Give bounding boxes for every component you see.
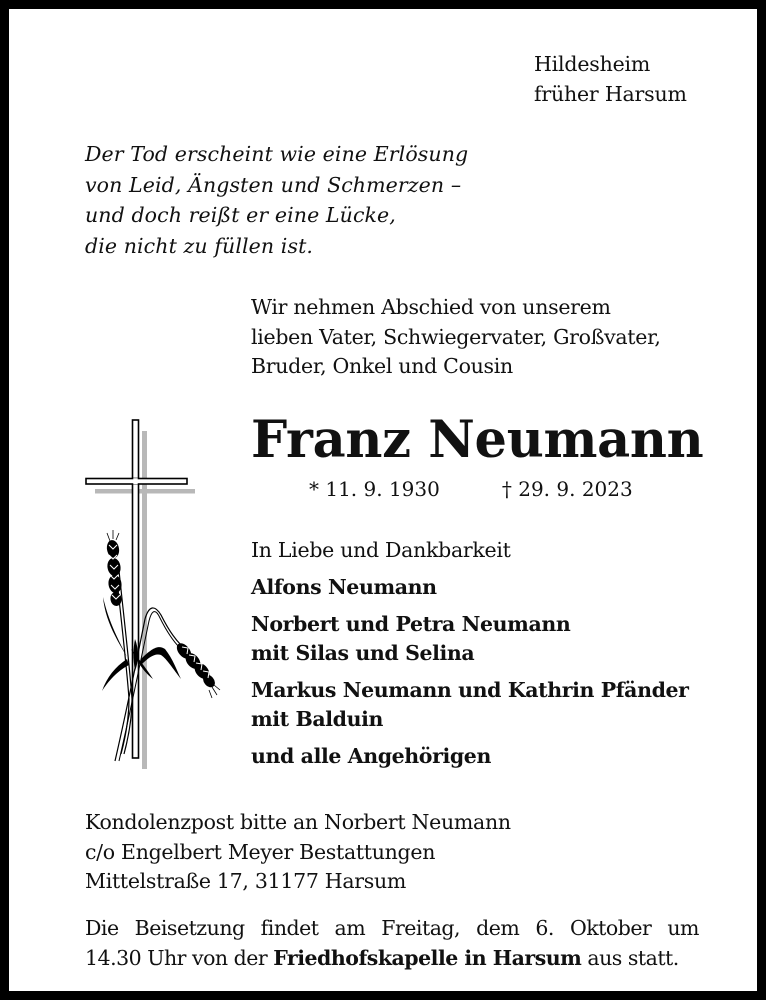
- mourner-name: Markus Neumann und Kathrin Pfänder: [251, 678, 689, 702]
- address-line: c/o Engelbert Meyer Bestattungen: [85, 839, 436, 864]
- death-date: † 29. 9. 2023: [501, 477, 633, 501]
- motto-quote: [85, 139, 468, 261]
- mourners-intro: In Liebe und Dankbarkeit: [251, 538, 511, 562]
- mourners-block: [251, 536, 689, 771]
- address-line: Mittelstraße 17, 31177 Harsum: [85, 869, 407, 893]
- funeral-line: Die Beisetzung findet am Freitag, dem 6. Oktober um: [85, 916, 699, 940]
- motto-line: von Leid, Ängsten und Schmerzen –: [85, 172, 462, 197]
- funeral-time: 14.30 Uhr von der: [85, 946, 274, 970]
- location-block: [534, 49, 687, 109]
- intro-line: Bruder, Onkel und Cousin: [251, 354, 513, 378]
- mourner-group: [251, 742, 689, 771]
- intro-line: lieben Vater, Schwiegervater, Großvater,: [251, 324, 661, 349]
- funeral-location: Friedhofskapelle in Harsum: [273, 946, 582, 970]
- mourner-name: und alle Angehörigen: [251, 744, 491, 768]
- mourner-name: mit Silas und Selina: [251, 641, 475, 665]
- mourner-name: Alfons Neumann: [251, 575, 437, 599]
- cross-with-wheat-icon: [69, 409, 229, 779]
- condolence-address: [85, 808, 511, 897]
- motto-line: und doch reißt er eine Lücke,: [85, 203, 396, 227]
- mourner-name: mit Balduin: [251, 707, 384, 731]
- mourner-group: [251, 610, 689, 668]
- funeral-line: [85, 943, 699, 973]
- birth-date: * 11. 9. 1930: [309, 477, 440, 501]
- funeral-suffix: aus statt.: [581, 946, 679, 970]
- funeral-info: [85, 913, 699, 973]
- mourner-group: [251, 676, 689, 734]
- mourner-name: Norbert und Petra Neumann: [251, 612, 571, 636]
- farewell-intro: [251, 293, 661, 382]
- motto-line: Der Tod erscheint wie eine Erlösung: [85, 142, 469, 166]
- deceased-name: Franz Neumann: [251, 410, 704, 470]
- address-line: Kondolenzpost bitte an Norbert Neumann: [85, 810, 511, 834]
- life-dates: [309, 475, 633, 503]
- location-current: Hildesheim: [534, 52, 651, 76]
- motto-line: die nicht zu füllen ist.: [85, 233, 314, 258]
- intro-line: Wir nehmen Abschied von unserem: [251, 295, 611, 319]
- location-former: früher Harsum: [534, 82, 687, 106]
- mourner-group: [251, 573, 689, 602]
